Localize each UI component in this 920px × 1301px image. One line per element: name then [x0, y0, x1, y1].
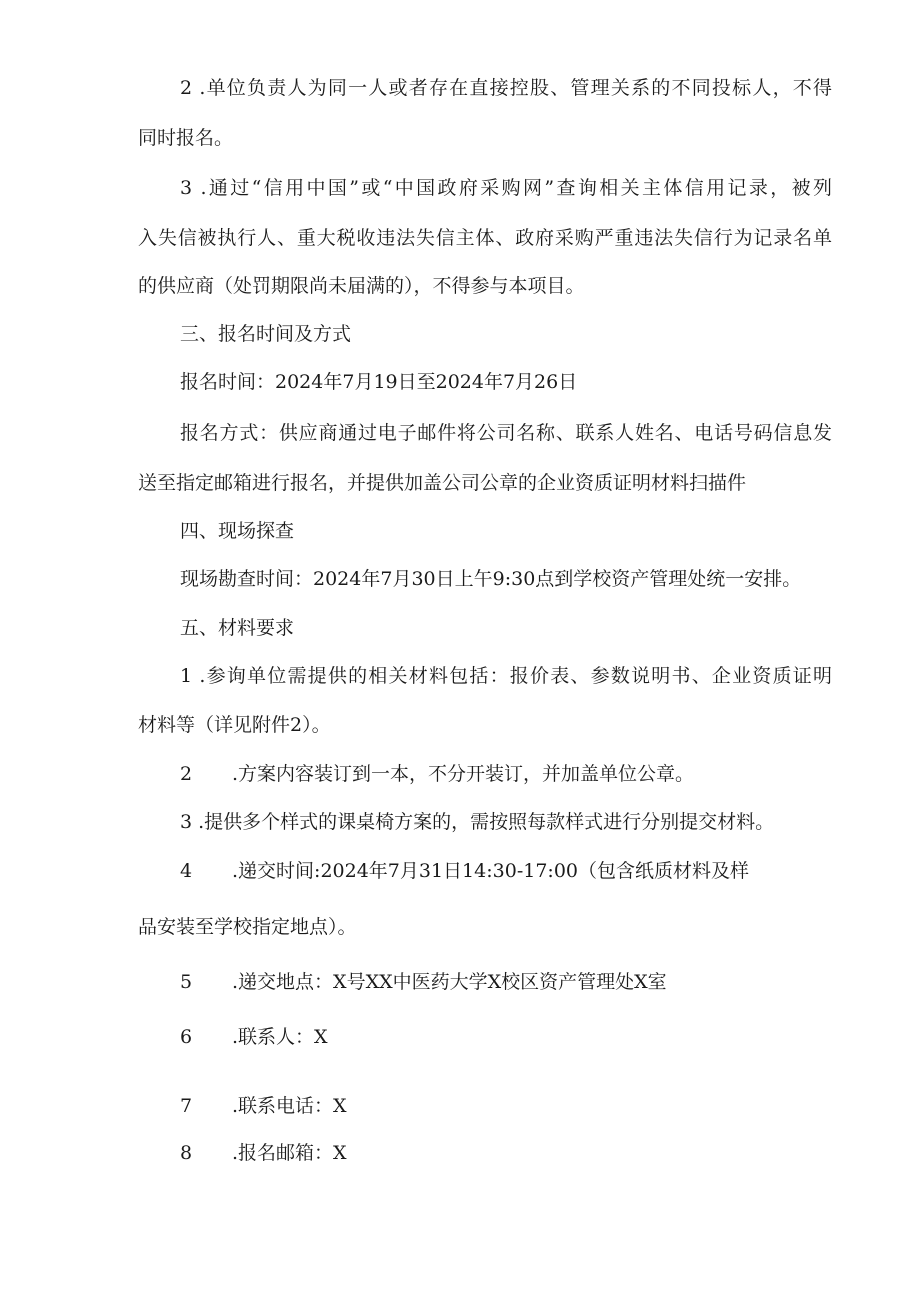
- item-3-line-3: 的供应商（处罚期限尚未届满的），不得参与本项目。: [138, 275, 585, 297]
- material-2-number: 2: [180, 763, 193, 785]
- item-3-line-2: 入失信被执行人、重大税收违法失信主体、政府采购严重违法失信行为记录名单: [138, 227, 832, 249]
- material-7-text: .联系电话：X: [232, 1095, 347, 1117]
- material-4-number: 4: [180, 860, 193, 882]
- section-5-heading: 五、材料要求: [180, 617, 295, 639]
- registration-method-line-2: 送至指定邮箱进行报名，并提供加盖公司公章的企业资质证明材料扫描件: [138, 472, 747, 494]
- material-4-text: .递交时间:2024年7月31日14:30-17:00（包含纸质材料及样: [232, 860, 749, 882]
- material-5-number: 5: [180, 971, 193, 993]
- section-4-heading: 四、现场探查: [180, 520, 295, 542]
- section-3-heading: 三、报名时间及方式: [180, 323, 352, 345]
- material-4-line-2: 品安装至学校指定地点）。: [138, 916, 357, 938]
- material-1-line-2: 材料等（详见附件2）。: [138, 714, 331, 736]
- material-1-line-1: 1 .参询单位需提供的相关材料包括：报价表、参数说明书、企业资质证明: [180, 665, 832, 687]
- material-6-text: .联系人：X: [232, 1026, 328, 1048]
- registration-method-line-1: 报名方式：供应商通过电子邮件将公司名称、联系人姓名、电话号码信息发: [180, 422, 832, 444]
- material-7-number: 7: [180, 1095, 193, 1117]
- item-3-line-1: 3 .通过“信用中国”或“中国政府采购网”查询相关主体信用记录，被列: [180, 177, 832, 199]
- item-2-line-2: 同时报名。: [138, 127, 234, 149]
- item-2-line-1: 2 .单位负责人为同一人或者存在直接控股、管理关系的不同投标人，不得: [180, 77, 832, 99]
- material-6-number: 6: [180, 1026, 193, 1048]
- material-8-number: 8: [180, 1142, 193, 1164]
- material-8-text: .报名邮箱：X: [232, 1142, 347, 1164]
- site-survey-time: 现场勘查时间：2024年7月30日上午9:30点到学校资产管理处统一安排。: [180, 568, 802, 590]
- material-3: 3 .提供多个样式的课桌椅方案的，需按照每款样式进行分别提交材料。: [180, 811, 775, 833]
- material-2-text: .方案内容装订到一本，不分开装订，并加盖单位公章。: [232, 763, 695, 785]
- registration-time: 报名时间：2024年7月19日至2024年7月26日: [180, 371, 578, 393]
- material-5-text: .递交地点：X号XX中医药大学X校区资产管理处X室: [232, 971, 667, 993]
